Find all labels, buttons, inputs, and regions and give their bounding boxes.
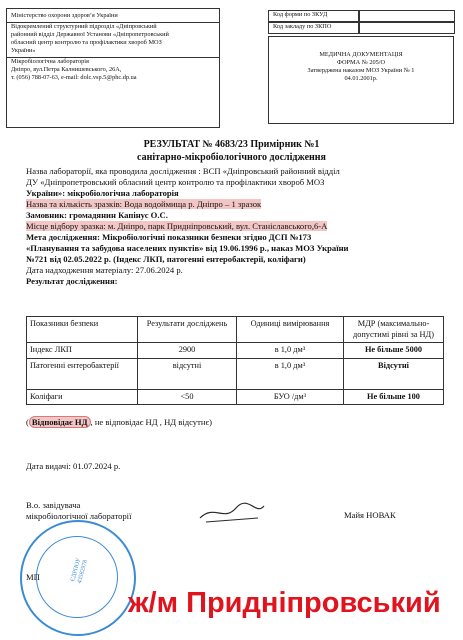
table-cell: відсутні xyxy=(138,358,237,389)
table-row xyxy=(27,358,444,389)
watermark-text: ж/м Придніпровський xyxy=(128,587,441,619)
form-info-line: МЕДИЧНА ДОКУМЕНТАЦІЯ xyxy=(319,51,403,58)
results-table xyxy=(26,316,444,405)
document-title: РЕЗУЛЬТАТ № 4683/23 Примірник №1 xyxy=(143,139,320,150)
issuer-box xyxy=(6,8,220,128)
issuer-line: Дніпро, вул.Петра Калнишевського, 26А, xyxy=(11,66,122,73)
table-cell: Індекс ЛКП xyxy=(27,343,138,359)
form-code-label: Код форми по ЗКУД xyxy=(268,10,360,22)
table-cell: в 1,0 дм³ xyxy=(237,358,344,389)
form-info-line: ФОРМА № 205/О xyxy=(336,59,386,66)
table-row xyxy=(27,343,444,359)
form-info-line: Затверджена наказом МОЗ України № 1 xyxy=(307,67,415,74)
table-cell: Відсутні xyxy=(344,358,444,389)
issuer-line: України» xyxy=(11,47,36,54)
issuer-line: Відокремлений структурний підрозділ «Дніпровський xyxy=(11,23,157,30)
conformity-selected: Відповідає НД xyxy=(29,416,91,428)
body-line: Місце відбору зразка: м. Дніпро, парк Придніпровський, вул. Станіславського,6-А xyxy=(26,221,328,231)
table-cell: Не більше 100 xyxy=(344,389,444,405)
body-line: ДУ «Дніпропетровський обласний центр контролю та профілактики хвороб МОЗ xyxy=(26,177,325,187)
signer-line: мікробіологічної лабораторії xyxy=(26,511,132,521)
signer-line: В.о. завідувача xyxy=(26,500,81,510)
table-cell: Патогенні ентеробактерії xyxy=(27,358,138,389)
institution-code-cell xyxy=(358,22,455,34)
signature-mark xyxy=(196,498,268,526)
table-header: Показники безпеки xyxy=(27,317,138,343)
body-line: Дата надходження матеріалу: 27.06.2024 р. xyxy=(26,265,183,275)
issue-date: Дата видачі: 01.07.2024 р. xyxy=(26,461,121,471)
table-row xyxy=(27,389,444,405)
table-cell: Коліфаги xyxy=(27,389,138,405)
issuer-line: обласний центр контролю та профілактики хвороб МОЗ xyxy=(11,39,162,46)
body-line: Назва лабораторії, яка проводила дослідження : ВСП «Дніпровський районний відділ xyxy=(26,166,340,176)
signer-title xyxy=(26,500,131,522)
body-line: №721 від 02.05.2022 р. (Індекс ЛКП, патогенні ентеробактерії, коліфаги) xyxy=(26,254,306,264)
table-cell: <50 xyxy=(138,389,237,405)
issuer-line: т. (056) 788-07-63, e-mail: dolc.vsp.5@phc.dp.ua xyxy=(11,74,137,81)
table-header: Одиниці вимірювання xyxy=(237,317,344,343)
mp-label: МП xyxy=(26,572,40,582)
conformity-rest: , не відповідає НД , НД відсутнє) xyxy=(90,417,213,427)
table-header-row xyxy=(27,317,444,343)
table-cell: в 1,0 дм³ xyxy=(237,343,344,359)
document-body xyxy=(26,166,456,287)
institution-code-label: Код закладу по ЗКПО xyxy=(268,22,360,34)
body-line: Мета дослідження: Мікробіологічні показники безпеки згідно ДСП №173 xyxy=(26,232,312,242)
body-line: Замовник: громадянин Капінус О.С. xyxy=(26,210,168,220)
document-subtitle: санітарно-мікробіологічного дослідження xyxy=(137,152,326,163)
issuer-line: районний відділ Державної Установи «Дніпропетровський xyxy=(11,31,169,38)
form-info-line: 04.01.2001р. xyxy=(344,75,378,82)
table-cell: 2900 xyxy=(138,343,237,359)
body-line: Результат дослідження: xyxy=(26,276,118,286)
form-code-cell xyxy=(358,10,455,22)
table-header: МДР (максимально-допустимі рівні за НД) xyxy=(344,317,444,343)
table-cell: БУО /дм³ xyxy=(237,389,344,405)
conformity-line: ( Відповідає НД , не відповідає НД , НД відсутнє) xyxy=(26,417,213,427)
body-line: «Планування та забудова населених пунктів» від 19.06.1996 р., наказ МОЗ України xyxy=(26,243,349,253)
form-info-box xyxy=(268,36,454,124)
table-cell: Не більше 5000 xyxy=(344,343,444,359)
body-line: Назва та кількість зразків: Вода водоймища р. Дніпро – 1 зразок xyxy=(26,199,262,209)
table-header: Результати досліджень xyxy=(138,317,237,343)
body-line: України»: мікробіологічна лабораторія xyxy=(26,188,179,198)
issuer-line: Міністерство охорони здоров’я України xyxy=(11,12,118,19)
signer-name: Майя НОВАК xyxy=(344,510,396,520)
stamp-text: ЄДРПОУ 43582978 xyxy=(70,557,89,585)
issuer-line: Мікробіологічна лабораторія xyxy=(11,58,89,65)
